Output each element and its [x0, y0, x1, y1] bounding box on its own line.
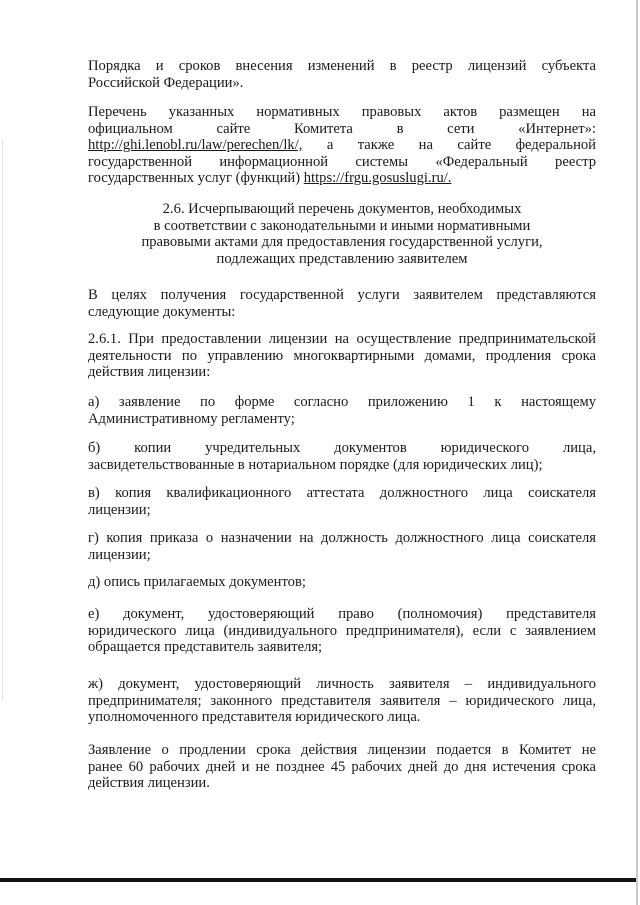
- text-line: ранее 60 рабочих дней и не позднее 45 рабочих дней до дня истечения срока: [88, 758, 596, 775]
- text-line: а) заявление по форме согласно приложению 1 к настоящему: [88, 394, 596, 410]
- text-line: действия лицензии:: [88, 364, 211, 380]
- text-line: В целях получения государственной услуги заявителем представляются: [88, 287, 596, 303]
- text-line: засвидетельствованные в нотариальном порядке (для юридических лиц);: [88, 456, 543, 473]
- scan-edge-shadow: [2, 140, 3, 700]
- frgu-website-link[interactable]: https://frgu.gosuslugi.ru/.: [303, 170, 452, 186]
- text-line: 2.6.1. При предоставлении лицензии на осуществление предпринимательской: [88, 331, 596, 347]
- text-line: юридического лица (индивидуального предпринимателя), если с заявлением: [88, 622, 596, 639]
- committee-website-link[interactable]: http://ghi.lenobl.ru/law/perechen/lk/,: [88, 137, 303, 153]
- heading-line: правовыми актами для предоставления государственной услуги,: [141, 234, 543, 250]
- heading-line: подлежащих представлению заявителем: [216, 250, 468, 267]
- list-item-a: [88, 394, 596, 427]
- paragraph-intro: [88, 287, 596, 320]
- text-fragment: а также на сайте федеральной: [326, 137, 596, 153]
- paragraph-registry-order: [88, 58, 596, 91]
- text-line: Перечень указанных нормативных правовых актов размещен на: [88, 104, 596, 120]
- list-item-e: [88, 606, 596, 656]
- text-line: деятельности по управлению многоквартирными домами, продления срока: [88, 347, 596, 364]
- text-line: в) копия квалификационного аттестата должностного лица соискателя: [88, 485, 596, 501]
- heading-line: 2.6. Исчерпывающий перечень документов, необходимых: [162, 201, 522, 217]
- text-line: [88, 170, 596, 187]
- text-line: государственной информационной системы «Федеральный реестр: [88, 153, 596, 170]
- paragraph-renewal-deadline: [88, 742, 596, 792]
- text-line: г) копия приказа о назначении на должность должностного лица соискателя: [88, 530, 596, 546]
- list-item-zh: [88, 676, 596, 726]
- text-line: ж) документ, удостоверяющий личность заявителя – индивидуального: [88, 676, 596, 692]
- text-line: лицензии;: [88, 501, 151, 518]
- heading-line: в соответствии с законодательными и иными нормативными: [153, 217, 531, 234]
- list-item-g: [88, 530, 596, 563]
- paragraph-legal-acts-list: [88, 104, 596, 187]
- list-item-d: [88, 574, 596, 591]
- text-line: предпринимателя; законного представителя заявителя – юридического лица,: [88, 692, 596, 709]
- text-line: Порядка и сроков внесения изменений в реестр лицензий субъекта: [88, 58, 596, 74]
- text-line: официальном сайте Комитета в сети «Интернет»:: [88, 120, 596, 137]
- scan-edge-shadow: [636, 0, 638, 905]
- text-line: е) документ, удостоверяющий право (полномочия) представителя: [88, 606, 596, 622]
- paragraph-2-6-1: [88, 331, 596, 381]
- text-line: уполномоченного представителя юридического лица.: [88, 709, 421, 725]
- list-item-v: [88, 485, 596, 518]
- text-fragment: государственных услуг (функций): [88, 170, 301, 186]
- scan-bottom-bar: [0, 878, 636, 882]
- text-line: [88, 137, 596, 154]
- text-line: б) копии учредительных документов юридического лица,: [88, 440, 596, 456]
- text-line: обращается представитель заявителя;: [88, 639, 323, 655]
- list-item-b: [88, 440, 596, 473]
- text-line: следующие документы:: [88, 303, 236, 320]
- text-line: лицензии;: [88, 546, 151, 563]
- text-line: Административному регламенту;: [88, 410, 295, 427]
- text-line: Заявление о продлении срока действия лицензии подается в Комитет не: [88, 742, 596, 758]
- text-line: д) опись прилагаемых документов;: [88, 574, 306, 590]
- text-line: Российской Федерации».: [88, 74, 244, 91]
- section-heading-2-6: [100, 201, 584, 267]
- text-line: действия лицензии.: [88, 775, 210, 791]
